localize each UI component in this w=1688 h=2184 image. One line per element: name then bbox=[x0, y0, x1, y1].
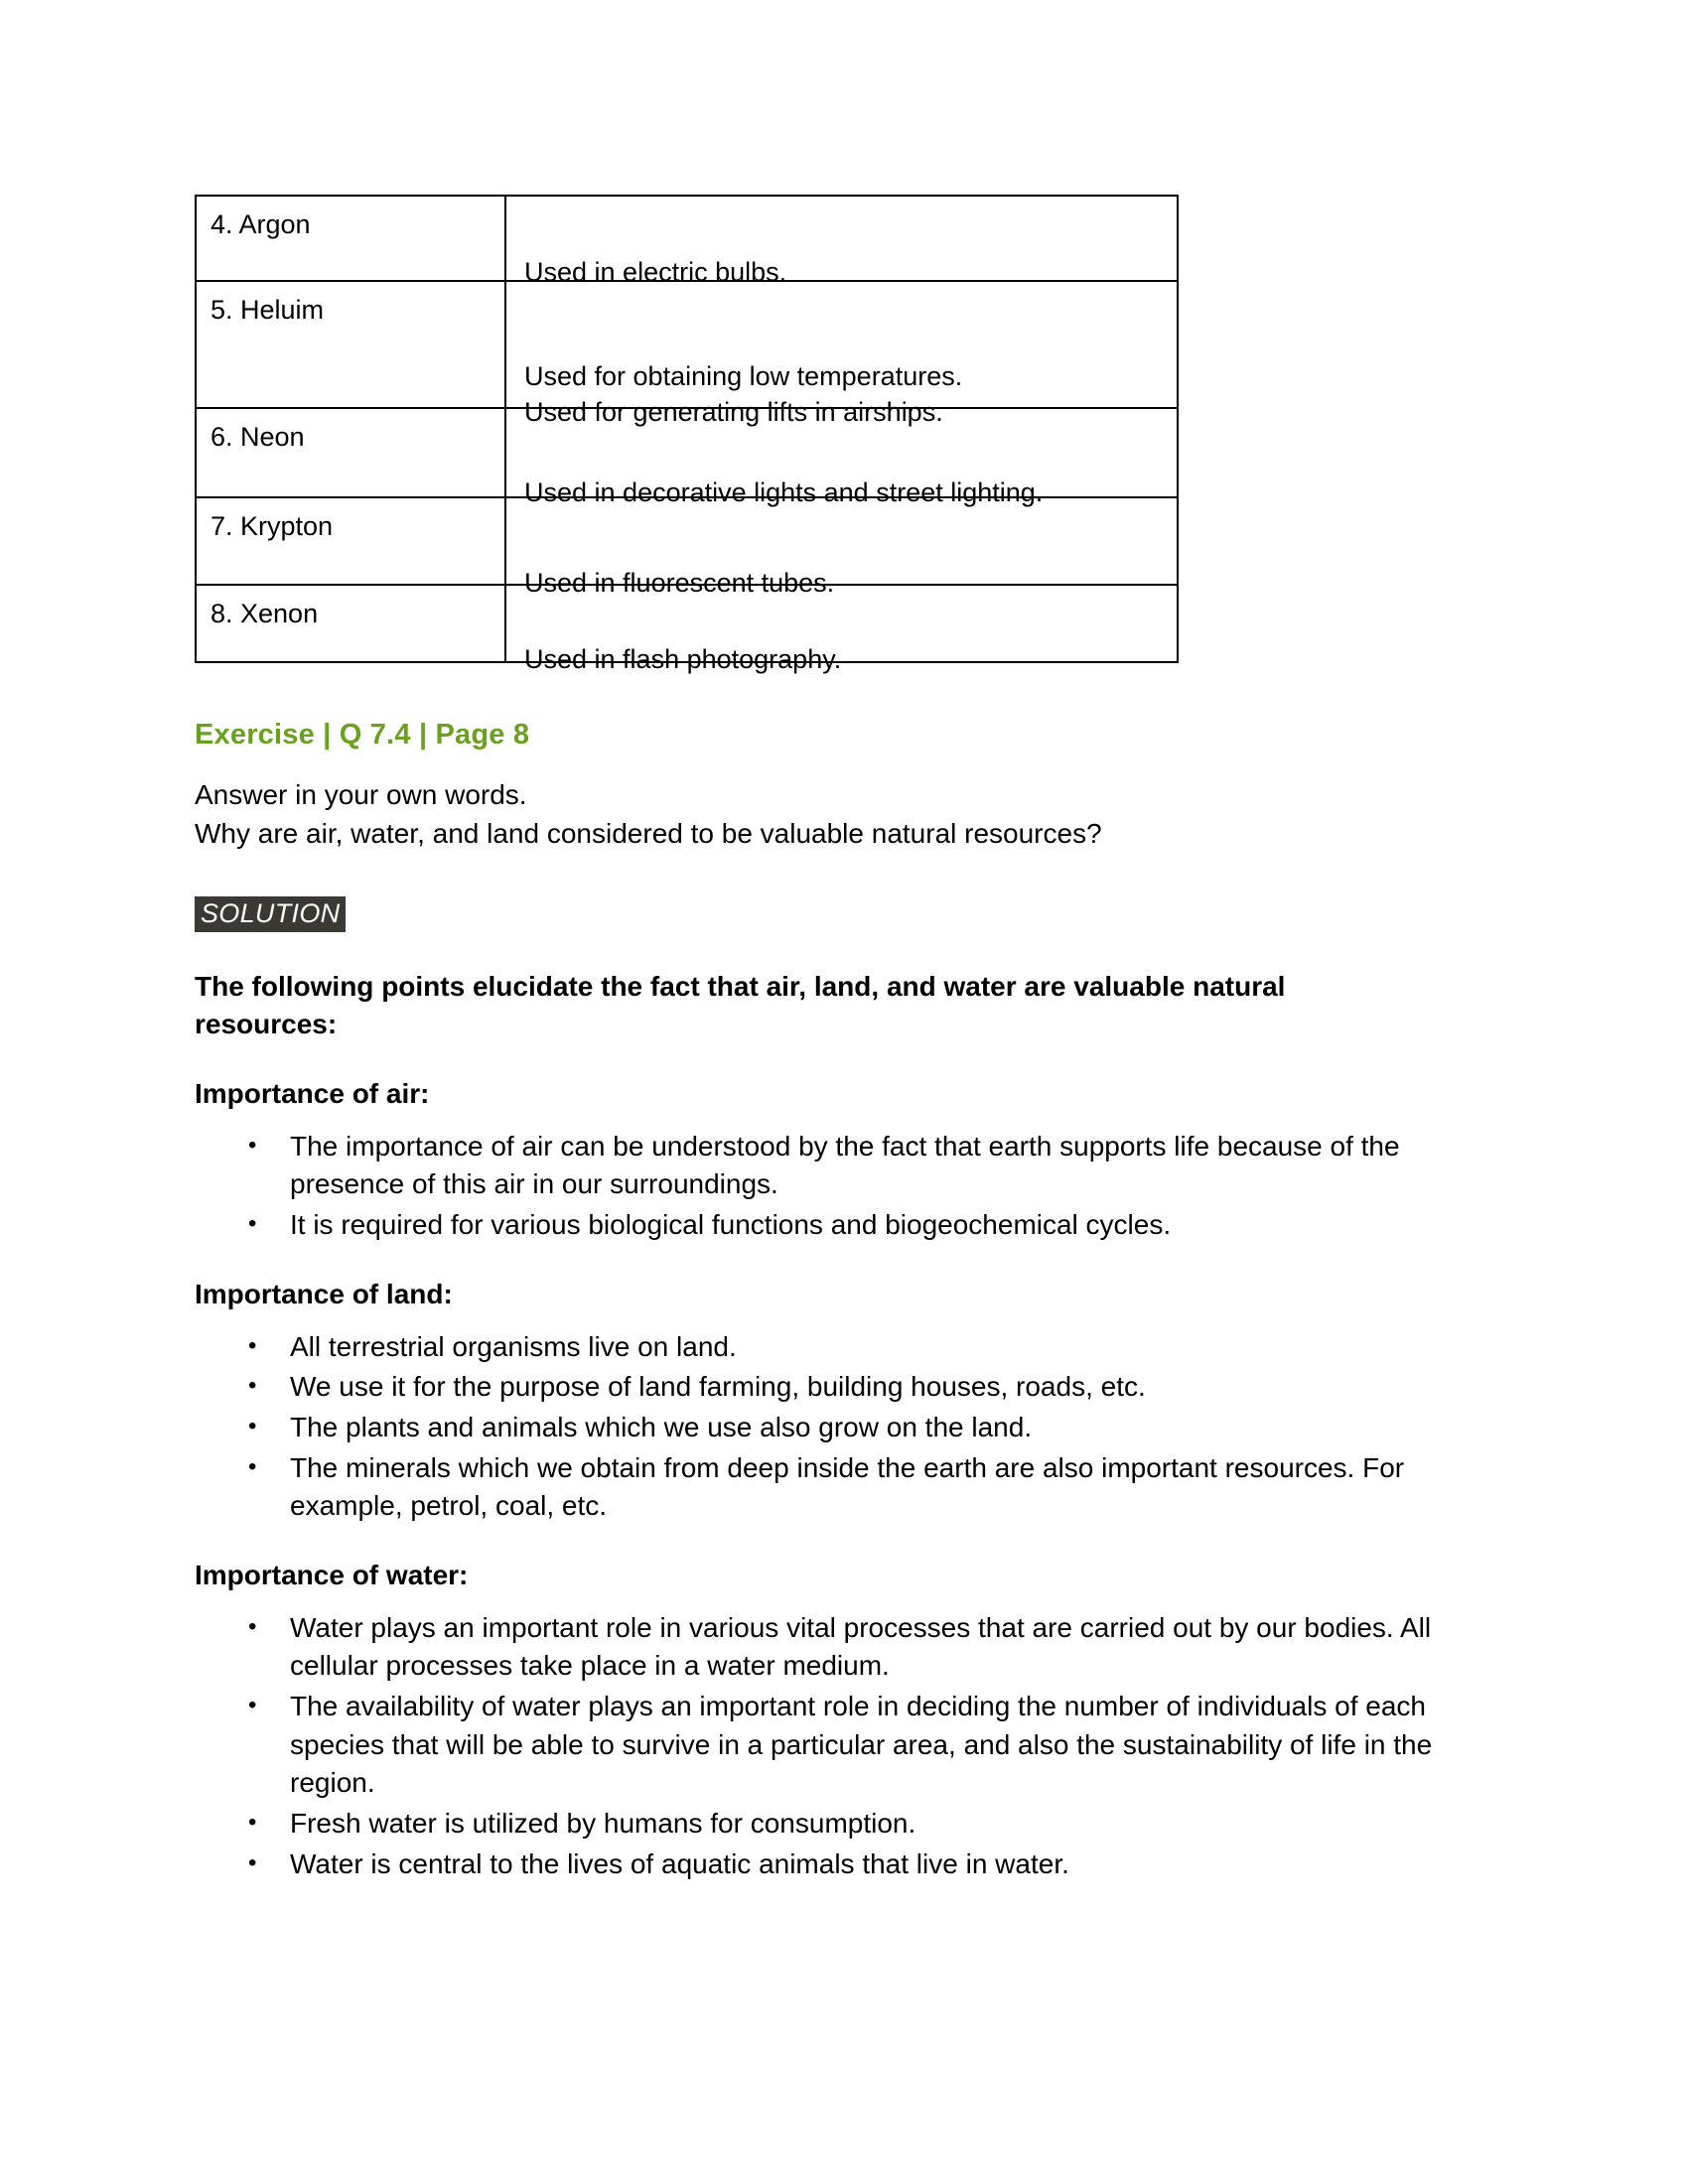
table-cell-gas-name bbox=[196, 497, 505, 585]
solution-badge: SOLUTION bbox=[195, 896, 346, 931]
bullet-list-water bbox=[195, 1609, 1505, 1883]
table-cell-gas-uses bbox=[505, 281, 1178, 427]
gas-use-line: Used in flash photography. bbox=[524, 643, 842, 674]
table-cell-gas-uses bbox=[505, 196, 1178, 287]
list-item: • The plants and animals which we use also grow on the land. bbox=[290, 1409, 1452, 1447]
list-item: • We use it for the purpose of land farming, building houses, roads, etc. bbox=[290, 1368, 1452, 1407]
section-heading-land: Importance of land: bbox=[195, 1278, 453, 1309]
noble-gases-uses-table bbox=[195, 195, 1179, 674]
list-item: • All terrestrial organisms live on land. bbox=[290, 1328, 1452, 1367]
gas-use-line: Used in fluorescent tubes. bbox=[524, 567, 835, 598]
table-row bbox=[196, 196, 1178, 281]
table-row bbox=[196, 281, 1178, 408]
exercise-heading: Exercise | Q 7.4 | Page 8 bbox=[195, 719, 530, 751]
gas-name: 6. Neon bbox=[211, 422, 305, 452]
gas-use-line: Used in electric bulbs. bbox=[524, 256, 787, 287]
list-item: • Water plays an important role in various vital processes that are carried out by our bodies. All cellular processes take place in a water medium. bbox=[290, 1609, 1452, 1686]
bullet-list-air bbox=[195, 1128, 1505, 1245]
section-heading-air: Importance of air: bbox=[195, 1077, 430, 1109]
gas-name: 5. Heluim bbox=[211, 295, 325, 325]
list-item: • The importance of air can be understood by the fact that earth supports life because of the presence of this air in our surroundings. bbox=[290, 1128, 1452, 1204]
list-item: • The availability of water plays an important role in deciding the number of individuals of each species that will be able to survive in a particular area, and also the sustainability of life in the region. bbox=[290, 1688, 1452, 1803]
gas-uses bbox=[506, 586, 1177, 697]
gas-name: 7. Krypton bbox=[211, 511, 334, 541]
page-content bbox=[195, 195, 1505, 1885]
solution-lead: The following points elucidate the fact that air, land, and water are valuable natural resources: bbox=[195, 970, 1286, 1040]
question-instruction: Answer in your own words. bbox=[195, 779, 527, 810]
gas-name: 4. Argon bbox=[211, 209, 311, 239]
solution-section bbox=[195, 896, 1505, 1883]
question-block bbox=[195, 776, 1505, 853]
list-item: • Fresh water is utilized by humans for consumption. bbox=[290, 1805, 1452, 1843]
table-cell-gas-name bbox=[196, 196, 505, 281]
gas-name: 8. Xenon bbox=[211, 599, 319, 628]
table-cell-gas-name bbox=[196, 585, 505, 662]
question-text: Why are air, water, and land considered to be valuable natural resources? bbox=[195, 817, 1102, 849]
list-item: • It is required for various biological functions and biogeochemical cycles. bbox=[290, 1206, 1452, 1245]
list-item: • The minerals which we obtain from deep inside the earth are also important resources. For example, petrol, coal, etc. bbox=[290, 1449, 1452, 1526]
gas-use-line: Used for obtaining low temperatures. bbox=[524, 360, 963, 391]
table-cell-gas-name bbox=[196, 408, 505, 497]
bullet-list-land bbox=[195, 1328, 1505, 1526]
gas-use-line: Used in decorative lights and street lighting. bbox=[524, 477, 1044, 507]
table-cell-gas-name bbox=[196, 281, 505, 408]
list-item: • Water is central to the lives of aquatic animals that live in water. bbox=[290, 1845, 1452, 1884]
section-heading-water: Importance of water: bbox=[195, 1559, 469, 1590]
gas-use-line: Used for generating lifts in airships. bbox=[524, 397, 943, 427]
